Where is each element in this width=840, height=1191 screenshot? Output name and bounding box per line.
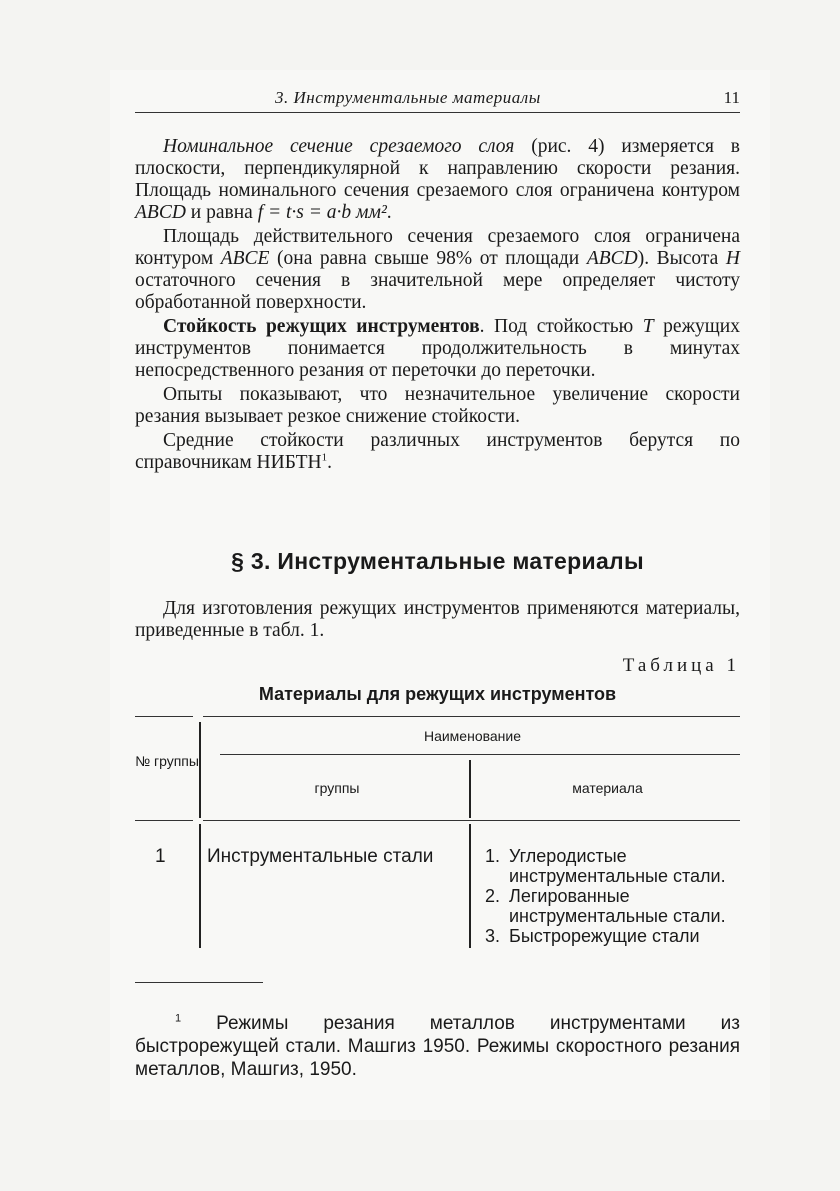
header-group-number: № группы — [135, 753, 199, 769]
table-top-rule-left — [135, 716, 193, 717]
section-intro: Для изготовления режущих инструментов применяются материалы, приведенные в табл. 1. — [135, 598, 740, 641]
term-tool-life: Стойкость режущих инструментов — [163, 316, 480, 337]
running-head — [135, 88, 740, 113]
paragraph-tool-life: Стойкость режущих инструментов. Под стойкостью T режущих инструментов понимается продолжительность в минутах непосредственного резания от переточки до переточки. — [135, 316, 740, 381]
term-nominal-section: Номинальное сечение срезаемого слоя — [163, 136, 515, 157]
materials-table — [135, 716, 740, 956]
header-bottom-rule-right — [203, 820, 740, 821]
formula: f = t·s = a·b мм² — [257, 202, 387, 223]
list-item: 2. Легированные инструментальные стали. — [485, 886, 726, 926]
list-item: 1. Углеродистые инструментальные стали. — [485, 846, 726, 886]
row-number: 1 — [155, 846, 166, 867]
paragraph-experiments: Опыты показывают, что незначительное увеличение скорости резания вызывает резкое снижение стойкости. — [135, 384, 740, 427]
paragraph-reference: Средние стойкости различных инструментов берутся по справочникам НИБТН$^1$. — [135, 430, 740, 473]
col-divider-2 — [469, 760, 471, 818]
footnote-mark: 1 — [175, 1012, 182, 1025]
header-name: Наименование — [423, 728, 522, 744]
table-caption: Материалы для режущих инструментов — [258, 684, 617, 704]
table-top-rule-right — [203, 716, 740, 717]
header-split-rule — [220, 754, 740, 755]
list-item: 3. Быстрорежущие стали — [485, 926, 700, 946]
section-heading: § 3. Инструментальные материалы — [231, 548, 644, 574]
page-number: 11 — [723, 88, 740, 107]
paragraph-actual-section: Площадь действительного сечения срезаемого слоя ограничена контуром ABCE (она равна свыше 98% от площади ABCD). Высота H остаточного сечения в значительной мере определяет чистоту обработанной поверхности. — [135, 226, 740, 313]
header-material: материала — [572, 780, 643, 796]
col-divider-2-body — [469, 824, 471, 948]
running-title: 3. Инструментальные материалы — [275, 88, 541, 107]
material-list — [485, 846, 743, 946]
footnote-ref: 1 — [321, 451, 328, 464]
row-group: Инструментальные стали — [207, 846, 434, 867]
body-text — [135, 136, 740, 474]
col-divider-1 — [199, 722, 201, 818]
table-label: Таблица 1 — [622, 655, 740, 676]
header-group: группы — [314, 780, 360, 796]
footnote-rule — [135, 982, 263, 983]
paragraph-nominal-section: Номинальное сечение срезаемого слоя (рис. 4) измеряется в плоскости, перпендикулярной к направлению скорости резания. Площадь номинального сечения срезаемого слоя ограничена контуром ABCD и равна f = t·s = a·b мм². — [135, 136, 740, 223]
col-divider-1-body — [199, 824, 201, 948]
footnote: $^1$ Режимы резания металлов инструментами из быстрорежущей стали. Машгиз 1950. Режимы скоростного резания металлов, Машгиз, 1950. — [135, 1012, 740, 1080]
header-bottom-rule-left — [135, 820, 193, 821]
